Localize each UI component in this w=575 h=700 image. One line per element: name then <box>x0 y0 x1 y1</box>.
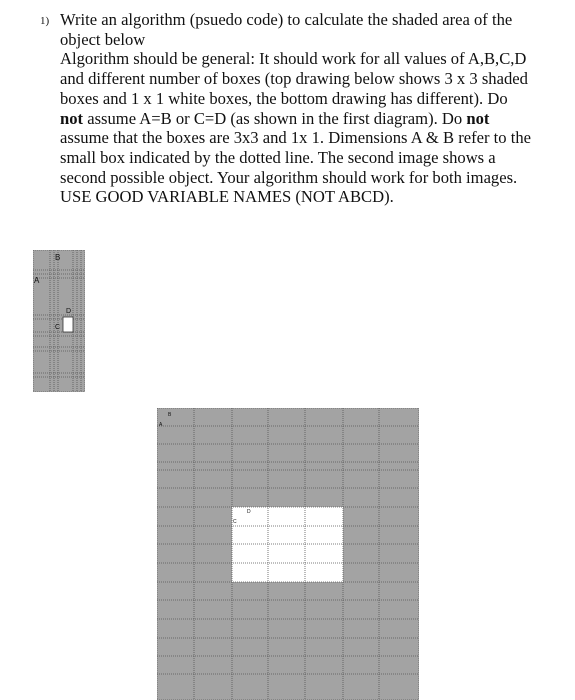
question-line <box>60 109 560 129</box>
question-text <box>60 10 560 207</box>
question-line <box>60 187 560 207</box>
text-segment: USE GOOD VARIABLE NAMES (NOT ABCD). <box>60 187 394 207</box>
question-line <box>60 168 560 188</box>
figure-1-label-c: C <box>55 324 61 331</box>
question-line <box>60 49 560 69</box>
text-segment: second possible object. Your algorithm should work for both images. <box>60 167 518 187</box>
text-segment: small box indicated by the dotted line. The second image shows a <box>60 147 496 167</box>
text-segment: boxes and 1 x 1 white boxes, the bottom drawing has different). Do <box>60 88 508 108</box>
text-segment: assume A=B or C=D (as shown in the first diagram). Do <box>83 108 467 128</box>
question-line <box>60 69 560 89</box>
bold-text: not <box>466 108 490 128</box>
question-line <box>60 10 560 30</box>
question-line <box>60 89 560 109</box>
question-line <box>60 128 560 148</box>
figure-1-label-a: A <box>34 276 40 285</box>
figure-2-white-region <box>232 507 343 582</box>
figure-2-label-c: C <box>233 519 237 525</box>
figure-2-label-b: B <box>168 412 172 418</box>
figure-1-label-b: B <box>55 253 61 262</box>
bold-text: not <box>60 108 84 128</box>
figure-1 <box>33 250 85 392</box>
figure-2-label-a: A <box>159 422 163 428</box>
question-number: 1) <box>40 15 50 27</box>
text-segment: and different number of boxes (top drawing below shows 3 x 3 shaded <box>60 69 528 89</box>
figure-1-white-box <box>63 317 73 332</box>
text-segment: Algorithm should be general: It should work for all values of A,B,C,D <box>60 49 527 69</box>
text-segment: assume that the boxes are 3x3 and 1x 1. Dimensions A & B refer to the <box>60 128 531 148</box>
question-line <box>60 148 560 168</box>
figure-2 <box>157 408 419 700</box>
question-line <box>60 30 560 50</box>
figure-2-label-d: D <box>247 509 251 515</box>
text-segment: object below <box>60 29 146 49</box>
figure-1-label-d: D <box>66 308 72 315</box>
text-segment: Write an algorithm (psuedo code) to calculate the shaded area of the <box>60 10 513 29</box>
